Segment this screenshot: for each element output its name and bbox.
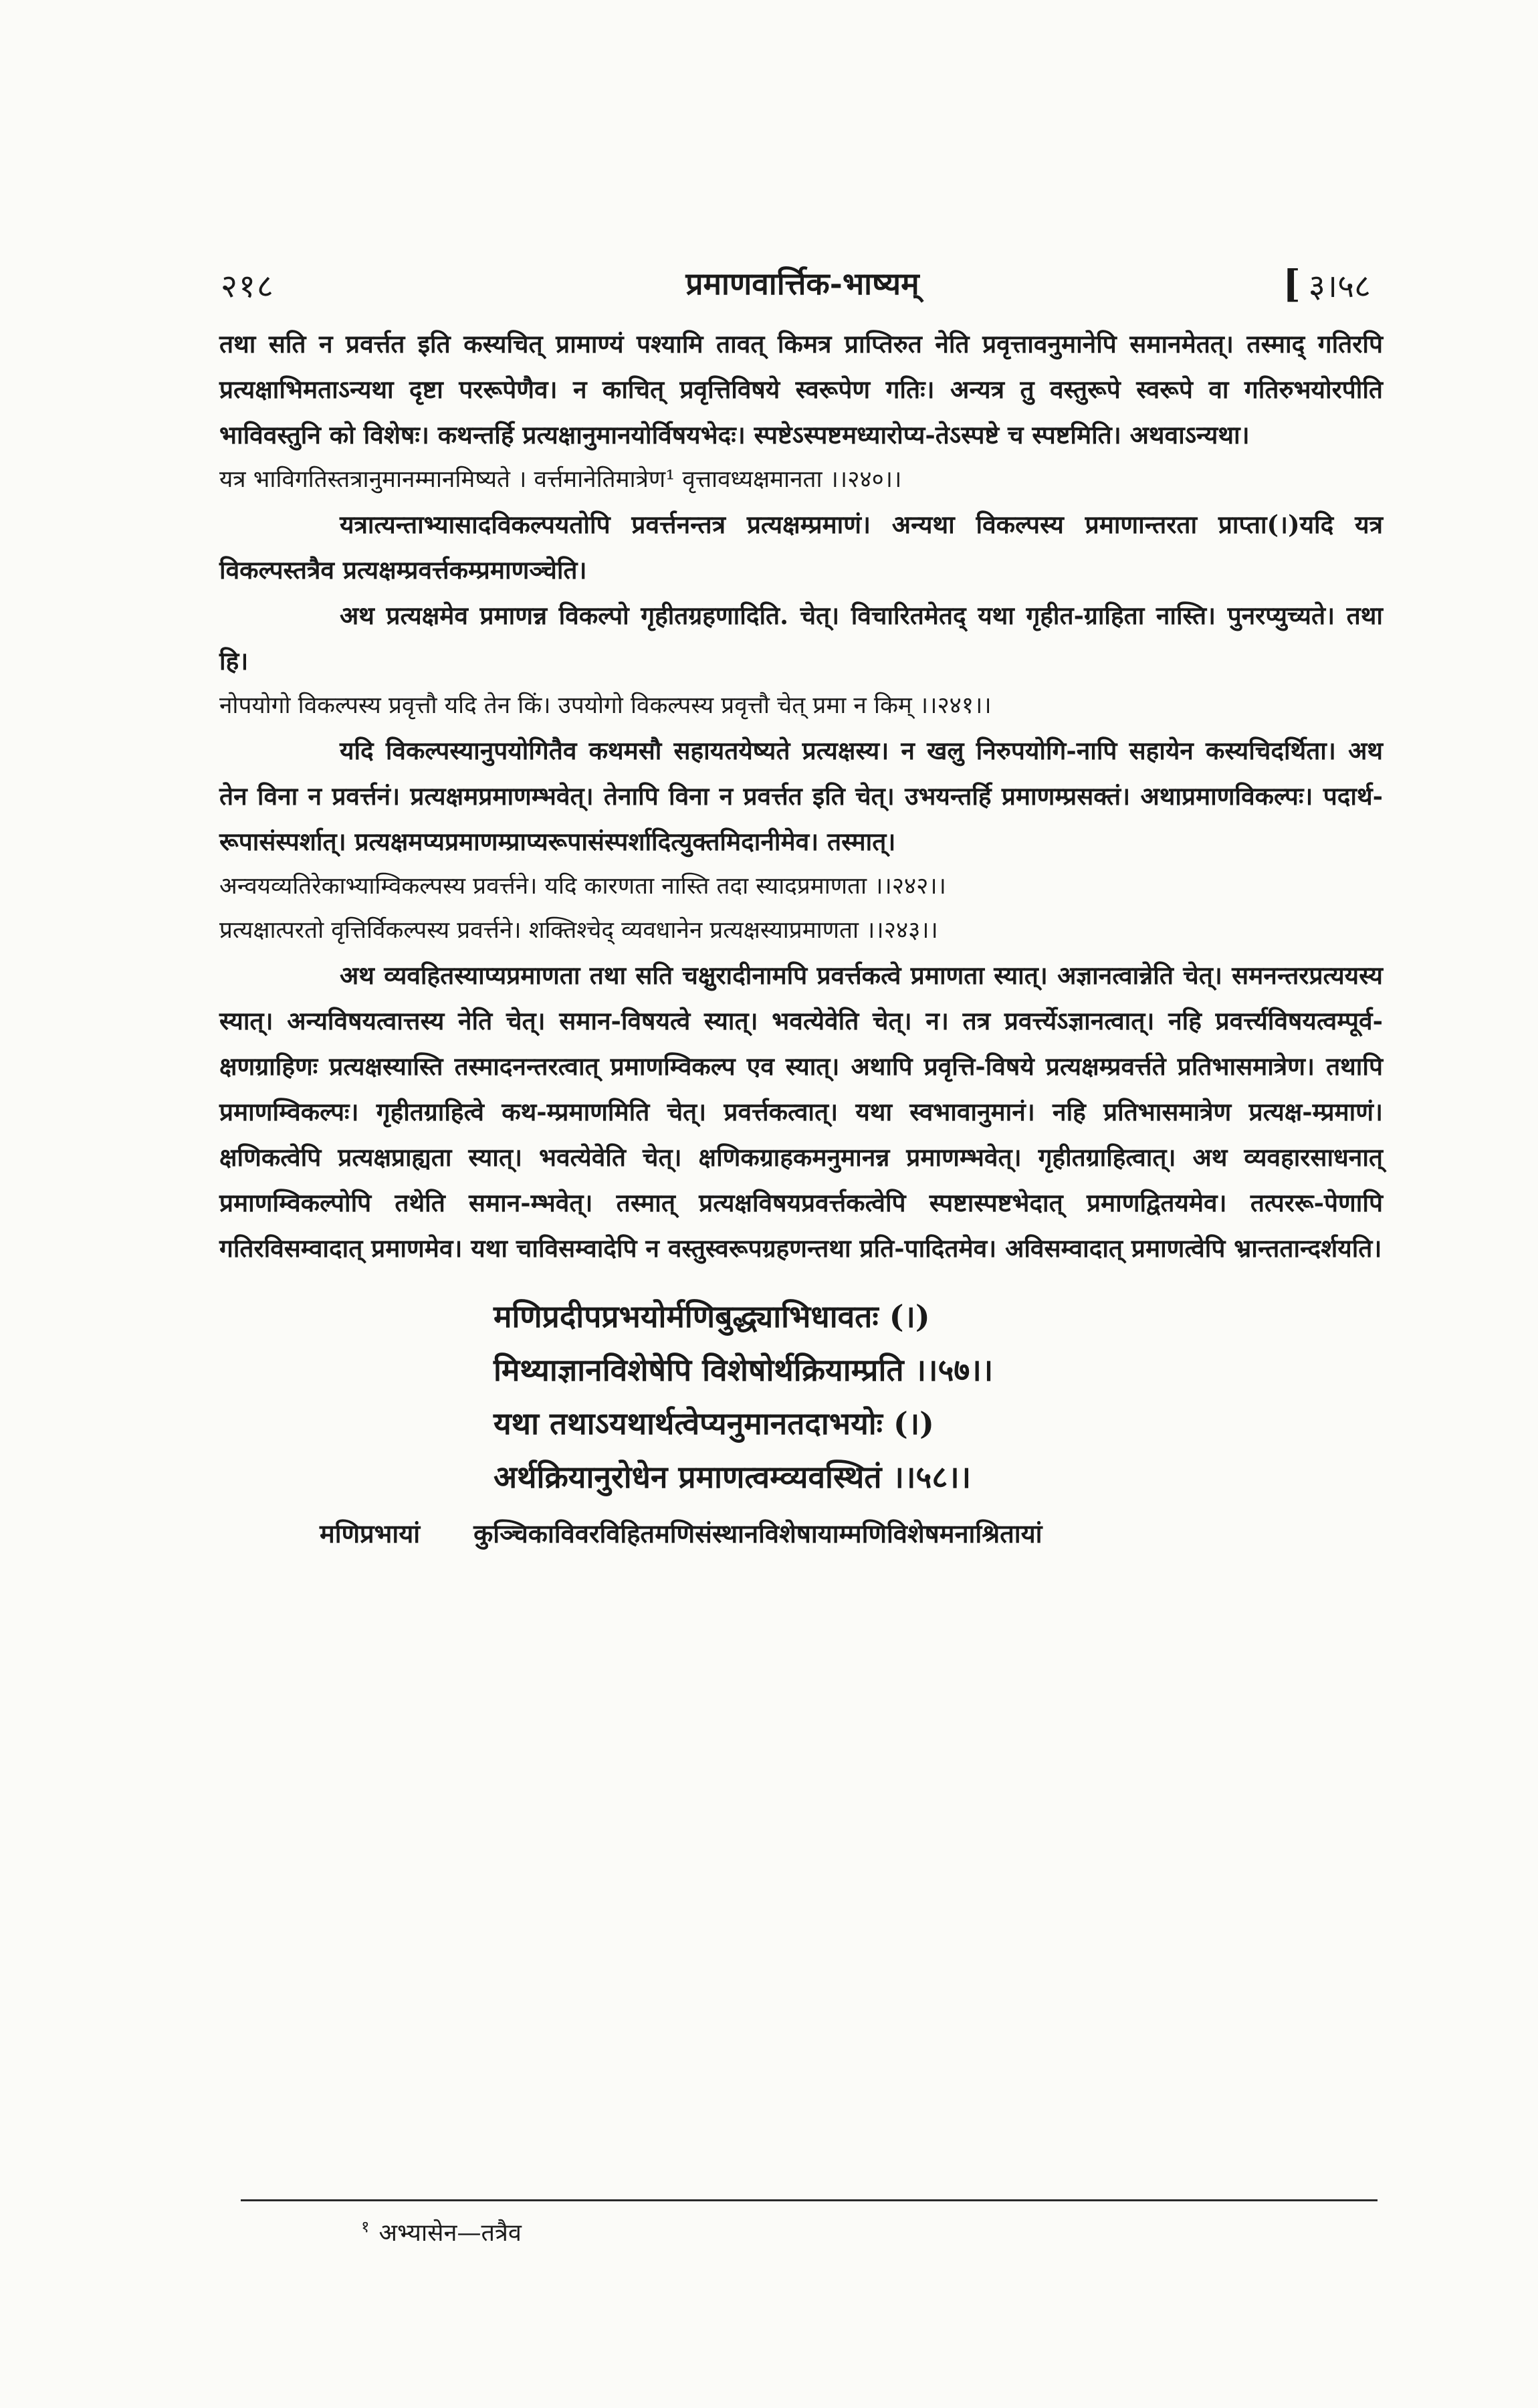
verse-line: यथा तथाऽयथार्थत्वेप्यनुमानतदाभयोः (।) xyxy=(493,1405,934,1441)
commentary-paragraph: यत्रात्यन्ताभ्यासादविकल्पयतोपि प्रवर्त्तनन्तत्र प्रत्यक्षम्प्रमाणं। अन्यथा विकल्पस्य प्रमाणान्तरता प्राप्ता(।)यदि यत्र विकल्पस्तत्रैव प्रत्यक्षम्प्रवर्त्तकम्प्रमाणञ्चेति। xyxy=(219,510,1383,585)
footnote-marker: १ xyxy=(361,2217,370,2236)
commentary-paragraph: अथ व्यवहितस्याप्यप्रमाणता तथा सति चक्षुरादीनामपि प्रवर्त्तकत्वे प्रमाणता स्यात्। अज्ञानत्वान्नेति चेत्। समनन्तरप्रत्ययस्य स्यात्। अन्यविषयत्वात्तस्य नेति चेत्। समान-विषयत्वे स्यात्। भवत्येवेति चेत्। न। तत्र प्रवर्त्त्येऽज्ञानत्वात्। नहि प्रवर्त्त्यविषयत्वम्पूर्व-क्षणग्राहिणः प्रत्यक्षस्यास्ति तस्मादनन्तरत्वात् प्रमाणम्विकल्प एव स्यात्। अथापि प्रवृत्ति-विषये प्रत्यक्षम्प्रवर्त्तते प्रतिभासमात्रेण। तथापि प्रमाणम्विकल्पः। गृहीतग्राहित्वे कथ-म्प्रमाणमिति चेत्। प्रवर्त्तकत्वात्। यथा स्वभावानुमानं। नहि प्रतिभासमात्रेण प्रत्यक्ष-म्प्रमाणं। क्षणिकत्वेपि प्रत्यक्षप्राह्यता स्यात्। भवत्येवेति चेत्। क्षणिकग्राहकमनुमानन्न प्रमाणम्भवेत्। गृहीतग्राहित्वात्। अथ व्यवहारसाधनात् प्रमाणम्विकल्पोपि तथेति समान-म्भवेत्। तस्मात् प्रत्यक्षविषयप्रवर्त्तकत्वेपि स्पष्टास्पष्टभेदात् प्रमाणद्वितयमेव। तत्पररू-पेणापि गतिरविसम्वादात् प्रमाणमेव। यथा चाविसम्वादेपि न वस्तुस्वरूपग्रहणन्तथा प्रति-पादितमेव। अविसम्वादात् प्रमाणत्वेपि भ्रान्ततान्दर्शयति। xyxy=(219,961,1383,1263)
post-verse-line xyxy=(320,1516,1383,1550)
running-header xyxy=(221,262,1384,309)
karika-line: यत्र भाविगतिस्तत्रानुमानम्मानमिष्यते । वर्त्तमानेतिमात्रेण¹ वृत्तावध्यक्षमानता ।।२४०।। xyxy=(219,466,902,493)
karika-line: प्रत्यक्षात्परतो वृत्तिर्विकल्पस्य प्रवर्त्तने। शक्तिश्चेद् व्यवधानेन प्रत्यक्षस्याप्रमाणता ।।२४३।। xyxy=(219,917,938,944)
page-number: २१८ xyxy=(221,268,275,305)
verse-line: अर्थक्रियानुरोधेन प्रमाणत्वम्व्यवस्थितं ।।५८।। xyxy=(493,1459,972,1495)
commentary-paragraph: तथा सति न प्रवर्त्तत इति कस्यचित् प्रामाण्यं पश्यामि तावत् किमत्र प्राप्तिरुत नेति प्रवृत्तावनुमानेपि समानमेतत्। तस्माद् गतिरपि प्रत्यक्षाभिमताऽन्यथा दृष्टा पररूपेणैव। न काचित् प्रवृत्तिविषये स्वरूपेण गतिः। अन्यत्र तु वस्तुरूपे स्वरूपे वा गतिरुभयोरपीति भाविवस्तुनि को विशेषः। कथन्तर्हि प्रत्यक्षानुमानयोर्विषयभेदः। स्पष्टेऽस्पष्टमध्यारोप्य-तेऽस्पष्टे च स्पष्टमिति। अथवाऽन्यथा। xyxy=(219,329,1383,449)
commentary-paragraph: अथ प्रत्यक्षमेव प्रमाणन्न विकल्पो गृहीतग्रहणादिति. चेत्। विचारितमेतद् यथा गृहीत-ग्राहिता नास्ति। पुनरप्युच्यते। तथा हि। xyxy=(219,601,1383,676)
footnote xyxy=(361,2215,522,2248)
verse-block xyxy=(493,1290,1383,1504)
karika-line: नोपयोगो विकल्पस्य प्रवृत्तौ यदि तेन किं। उपयोगो विकल्पस्य प्रवृत्तौ चेत् प्रमा न किम् ।।२४१।। xyxy=(219,692,992,719)
section-bracket: [ xyxy=(1283,262,1301,306)
footnote-text: अभ्यासेन—तत्रैव xyxy=(378,2219,522,2247)
running-title: प्रमाणवार्त्तिक-भाष्यम् xyxy=(685,266,919,302)
post-verse-label: मणिप्रभायां xyxy=(320,1518,421,1548)
verse-line: मणिप्रदीपप्रभयोर्मणिबुद्ध्याभिधावतः (।) xyxy=(493,1298,930,1334)
commentary-paragraph: यदि विकल्पस्यानुपयोगितैव कथमसौ सहायतयेष्यते प्रत्यक्षस्य। न खलु निरुपयोगि-नापि सहायेन कस्यचिदर्थिता। अथ तेन विना न प्रवर्त्तनं। प्रत्यक्षमप्रमाणम्भवेत्। तेनापि विना न प्रवर्त्तत इति चेत्। उभयन्तर्हि प्रमाणम्प्रसक्तं। अथाप्रमाणविकल्पः। पदार्थ-रूपासंस्पर्शात्। प्रत्यक्षमप्यप्रमाणम्प्राप्यरूपासंस्पर्शादित्युक्तमिदानीमेव। तस्मात्। xyxy=(219,736,1383,856)
main-text xyxy=(219,321,1383,1550)
post-verse-text: कुञ्चिकाविवरविहितमणिसंस्थानविशेषायाम्मणिविशेषमनाश्रितायां xyxy=(473,1518,1042,1548)
karika-line: अन्वयव्यतिरेकाभ्याम्विकल्पस्य प्रवर्त्तने। यदि कारणता नास्ति तदा स्यादप्रमाणता ।।२४२।। xyxy=(219,873,946,900)
section-number: ३।५८ xyxy=(1308,268,1371,305)
verse-line: मिथ्याज्ञानविशेषेपि विशेषोर्थक्रियाम्प्रति ।।५७।। xyxy=(493,1352,994,1388)
footnote-divider xyxy=(241,2199,1378,2201)
